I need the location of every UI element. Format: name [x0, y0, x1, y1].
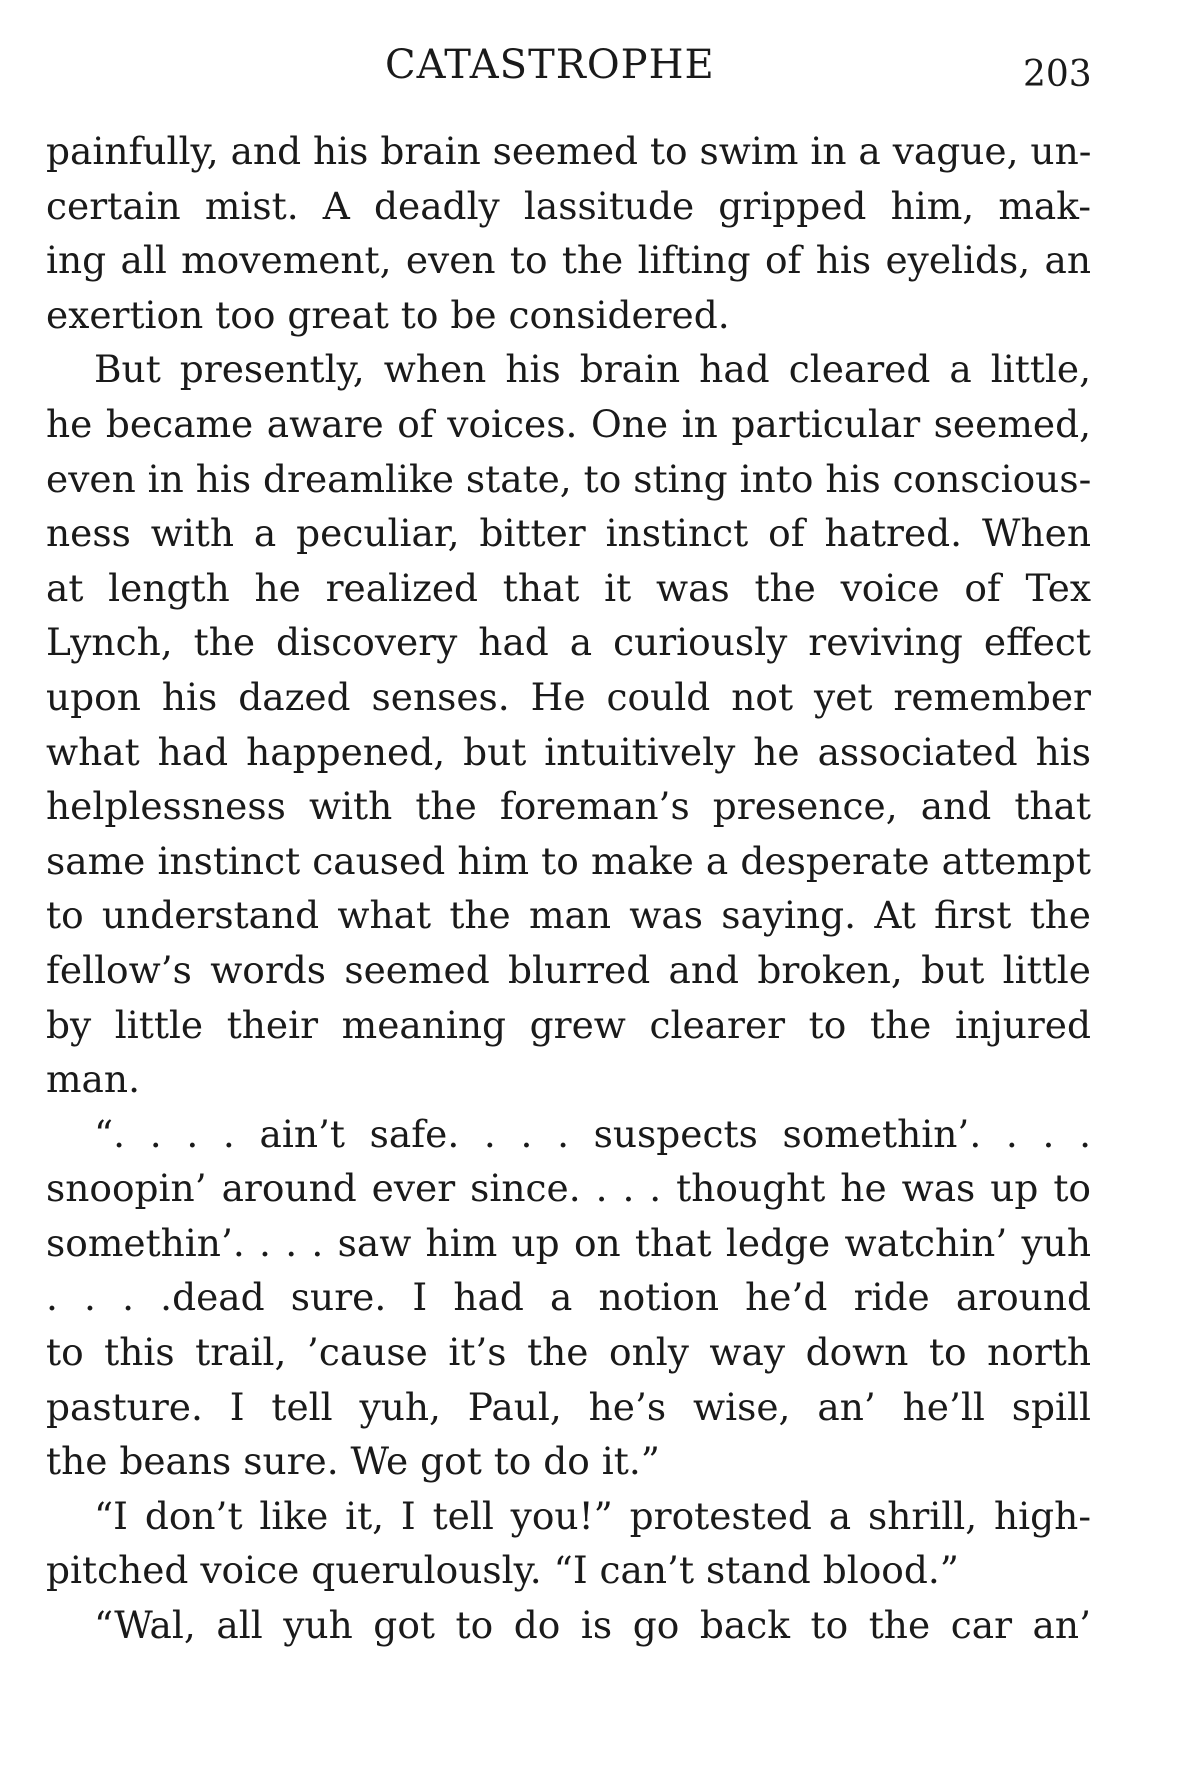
text-line: snoopin’ around ever since. . . . thought he was up to — [46, 1166, 1091, 1211]
text-line: even in his dreamlike state, to sting into his conscious- — [46, 456, 1092, 501]
running-title: CATASTROPHE — [385, 42, 715, 88]
text-line: fellow’s words seemed blurred and broken, but little — [46, 947, 1091, 992]
text-line: to understand what the man was saying. At first the — [46, 893, 1091, 938]
text-line: by little their meaning grew clearer to the injured — [46, 1002, 1091, 1047]
text-line: Lynch, the discovery had a curiously reviving effect — [46, 620, 1091, 665]
text-line: to this trail, ’cause it’s the only way down to north — [46, 1330, 1091, 1375]
body-text — [46, 124, 1091, 1653]
text-line: what had happened, but intuitively he associated his — [46, 729, 1091, 774]
text-line: pasture. I tell yuh, Paul, he’s wise, an’ he’ll spill — [46, 1384, 1091, 1429]
text-line: “. . . . ain’t safe. . . . suspects somethin’. . . . — [94, 1111, 1091, 1156]
text-line: man. — [46, 1057, 140, 1102]
text-line: painfully, and his brain seemed to swim in a vague, un- — [46, 129, 1092, 173]
running-head — [0, 42, 1181, 102]
page-number: 203 — [1023, 54, 1092, 95]
text-line: pitched voice querulously. “I can’t stand blood.” — [46, 1548, 959, 1593]
text-line: at length he realized that it was the voice of Tex — [46, 565, 1091, 610]
text-line: exertion too great to be considered. — [46, 292, 730, 337]
text-line: . . . .dead sure. I had a notion he’d ride around — [46, 1275, 1091, 1320]
text-line: upon his dazed senses. He could not yet remember — [46, 674, 1091, 719]
text-line: “Wal, all yuh got to do is go back to the car an’ — [94, 1603, 1091, 1648]
text-line: the beans sure. We got to do it.” — [46, 1439, 660, 1484]
text-line: he became aware of voices. One in particular seemed, — [46, 401, 1091, 446]
text-line: certain mist. A deadly lassitude gripped him, mak- — [46, 183, 1091, 228]
text-line: somethin’. . . . saw him up on that ledge watchin’ yuh — [46, 1220, 1091, 1265]
text-line: But presently, when his brain had cleared a little, — [94, 347, 1091, 392]
text-line: “I don’t like it, I tell you!” protested a shrill, high- — [94, 1493, 1091, 1538]
text-line: same instinct caused him to make a desperate attempt — [46, 838, 1091, 883]
text-line: ing all movement, even to the lifting of his eyelids, an — [46, 238, 1091, 283]
text-line: helplessness with the foreman’s presence, and that — [46, 784, 1091, 829]
text-line: ness with a peculiar, bitter instinct of hatred. When — [46, 511, 1091, 556]
